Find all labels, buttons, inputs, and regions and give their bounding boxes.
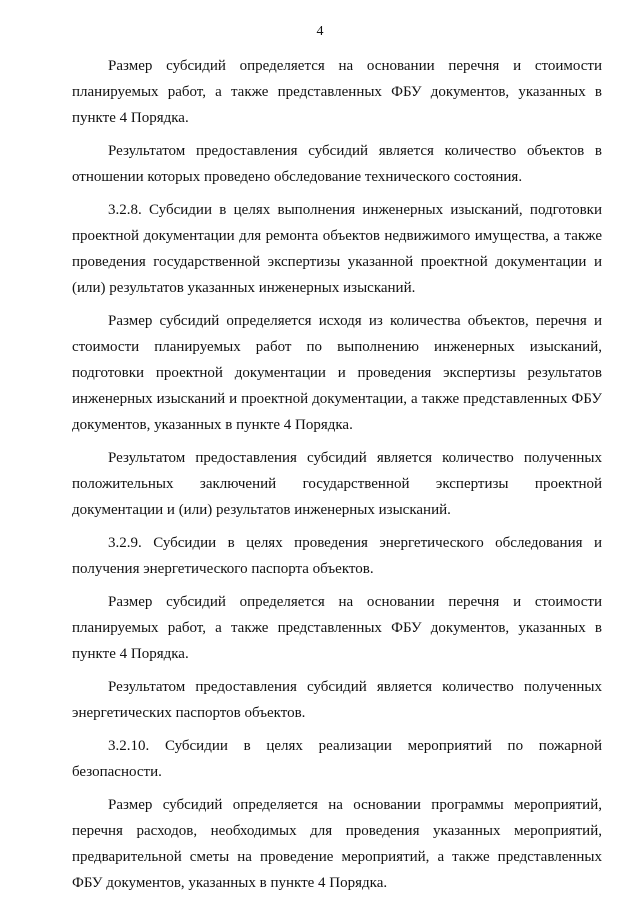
paragraph-subsidy-size-fire-safety: Размер субсидий определяется на основании программы мероприятий, перечня расходов, необходимых для проведения указанных мероприятий, предварительной сметы на проведение мероприятий, а также представленных ФБУ документов, указанных в пункте 4 Порядка.: [72, 797, 602, 891]
paragraph-subsidy-size-engineering: Размер субсидий определяется исходя из количества объектов, перечня и стоимости планируемых работ по выполнению инженерных изысканий, подготовки проектной документации и проведения экспертизы результатов инженерных изысканий и проектной документации, а также представленных ФБУ документов, указанных в пункте 4 Порядка.: [72, 313, 602, 433]
paragraph-result-energy: Результатом предоставления субсидий является количество полученных энергетических паспортов объектов.: [72, 679, 602, 721]
paragraph-clause-3-2-9: 3.2.9. Субсидии в целях проведения энергетического обследования и получения энергетического паспорта объектов.: [72, 535, 602, 577]
document-body: [72, 53, 602, 896]
paragraph-result-engineering: Результатом предоставления субсидий является количество полученных положительных заключений государственной экспертизы проектной документации и (или) результатов инженерных изысканий.: [72, 450, 602, 518]
paragraph-result-survey: Результатом предоставления субсидий является количество объектов в отношении которых проведено обследование технического состояния.: [72, 143, 602, 185]
paragraph-clause-3-2-8: 3.2.8. Субсидии в целях выполнения инженерных изысканий, подготовки проектной документации для ремонта объектов недвижимого имущества, а также проведения государственной экспертизы указанной проектной документации и (или) результатов указанных инженерных изысканий.: [72, 202, 602, 296]
paragraph-subsidy-size-survey: Размер субсидий определяется на основании перечня и стоимости планируемых работ, а также представленных ФБУ документов, указанных в пункте 4 Порядка.: [72, 58, 602, 126]
paragraph-clause-3-2-10: 3.2.10. Субсидии в целях реализации мероприятий по пожарной безопасности.: [72, 738, 602, 780]
paragraph-subsidy-size-energy: Размер субсидий определяется на основании перечня и стоимости планируемых работ, а также представленных ФБУ документов, указанных в пункте 4 Порядка.: [72, 594, 602, 662]
page-number: 4: [316, 24, 324, 39]
